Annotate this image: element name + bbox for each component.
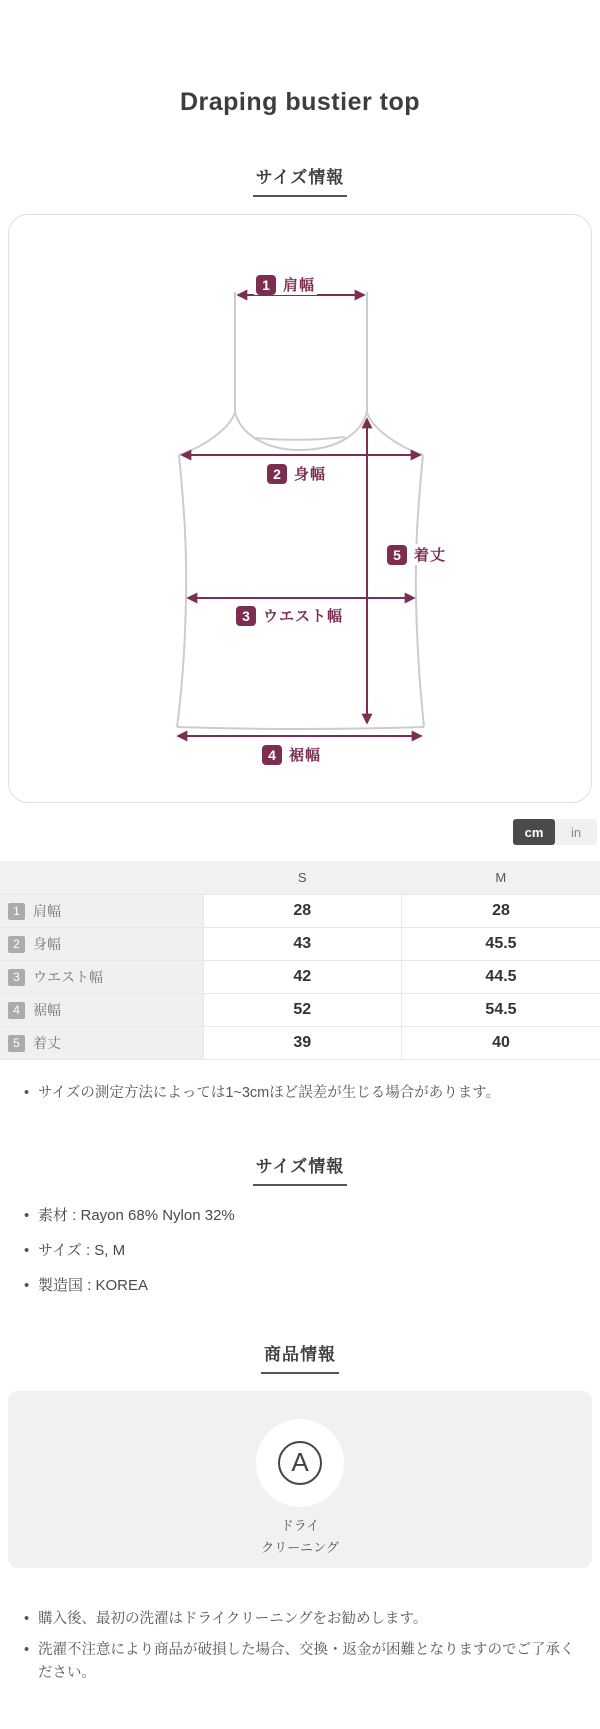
row-label-text: 身幅 [33, 936, 61, 952]
size-info-heading: サイズ情報 [253, 1152, 348, 1186]
measure-label-hem: 4 裾幅 [260, 744, 323, 765]
size-table [0, 861, 600, 1060]
measure-label-waist: 3 ウエスト幅 [234, 605, 345, 626]
cell-s: 42 [203, 960, 402, 993]
material-info: • 素材 : Rayon 68% Nylon 32% [0, 1204, 600, 1227]
table-row [0, 894, 600, 927]
size-tolerance-note: • サイズの測定方法によっては1~3cmほど誤差が生じる場合があります。 [0, 1082, 600, 1104]
row-badge: 4 [8, 1002, 25, 1019]
row-label-text: ウエスト幅 [33, 969, 103, 985]
care-panel [8, 1391, 592, 1568]
row-badge: 2 [8, 936, 25, 953]
unit-in-button[interactable]: in [555, 819, 597, 845]
row-badge: 3 [8, 969, 25, 986]
dry-cleaning-A-icon: A [278, 1441, 322, 1485]
size-table-corner-cell [0, 861, 203, 894]
cell-m: 45.5 [402, 927, 600, 960]
size-diagram-panel [8, 214, 592, 803]
cell-m: 40 [402, 1026, 600, 1059]
care-circle [256, 1419, 344, 1507]
product-info-heading: 商品情報 [261, 1340, 339, 1374]
row-badge: 5 [8, 1035, 25, 1052]
row-label-text: 裾幅 [33, 1002, 61, 1018]
cell-s: 39 [203, 1026, 402, 1059]
size-options-info: • サイズ : S, M [0, 1239, 600, 1262]
page-title: Draping bustier top [0, 88, 600, 117]
unit-cm-button[interactable]: cm [513, 819, 555, 845]
garment-outline [177, 292, 424, 729]
cell-s: 52 [203, 993, 402, 1026]
measure-badge-1: 1 [256, 275, 276, 295]
damage-note: • 洗濯不注意により商品が破損した場合、交換・返金が困難となりますのでご了承ください。 [0, 1639, 600, 1684]
table-row [0, 993, 600, 1026]
measure-label-length: 5 着丈 [385, 544, 448, 565]
care-note: • 購入後、最初の洗濯はドライクリーニングをお勧めします。 [0, 1608, 600, 1630]
cell-m: 54.5 [402, 993, 600, 1026]
measure-badge-3: 3 [236, 606, 256, 626]
row-badge: 1 [8, 903, 25, 920]
cell-s: 43 [203, 927, 402, 960]
size-table-col-m: M [402, 861, 600, 894]
measure-label-chest: 2 身幅 [265, 463, 328, 484]
care-label: ドライ クリーニング [8, 1515, 592, 1559]
measure-badge-4: 4 [262, 745, 282, 765]
size-table-header-row [0, 861, 600, 894]
measure-badge-2: 2 [267, 464, 287, 484]
row-label-text: 着丈 [33, 1035, 61, 1051]
unit-toggle [0, 819, 597, 845]
table-row [0, 1026, 600, 1059]
row-label-text: 肩幅 [33, 903, 61, 919]
measurement-arrows [178, 295, 421, 736]
size-table-col-s: S [203, 861, 402, 894]
country-info: • 製造国 : KOREA [0, 1274, 600, 1297]
cell-m: 44.5 [402, 960, 600, 993]
table-row [0, 960, 600, 993]
cell-m: 28 [402, 894, 600, 927]
size-diagram-heading: サイズ情報 [253, 163, 348, 197]
table-row [0, 927, 600, 960]
cell-s: 28 [203, 894, 402, 927]
measure-badge-5: 5 [387, 545, 407, 565]
garment-diagram [9, 215, 593, 804]
measure-label-shoulder: 1 肩幅 [254, 274, 317, 295]
